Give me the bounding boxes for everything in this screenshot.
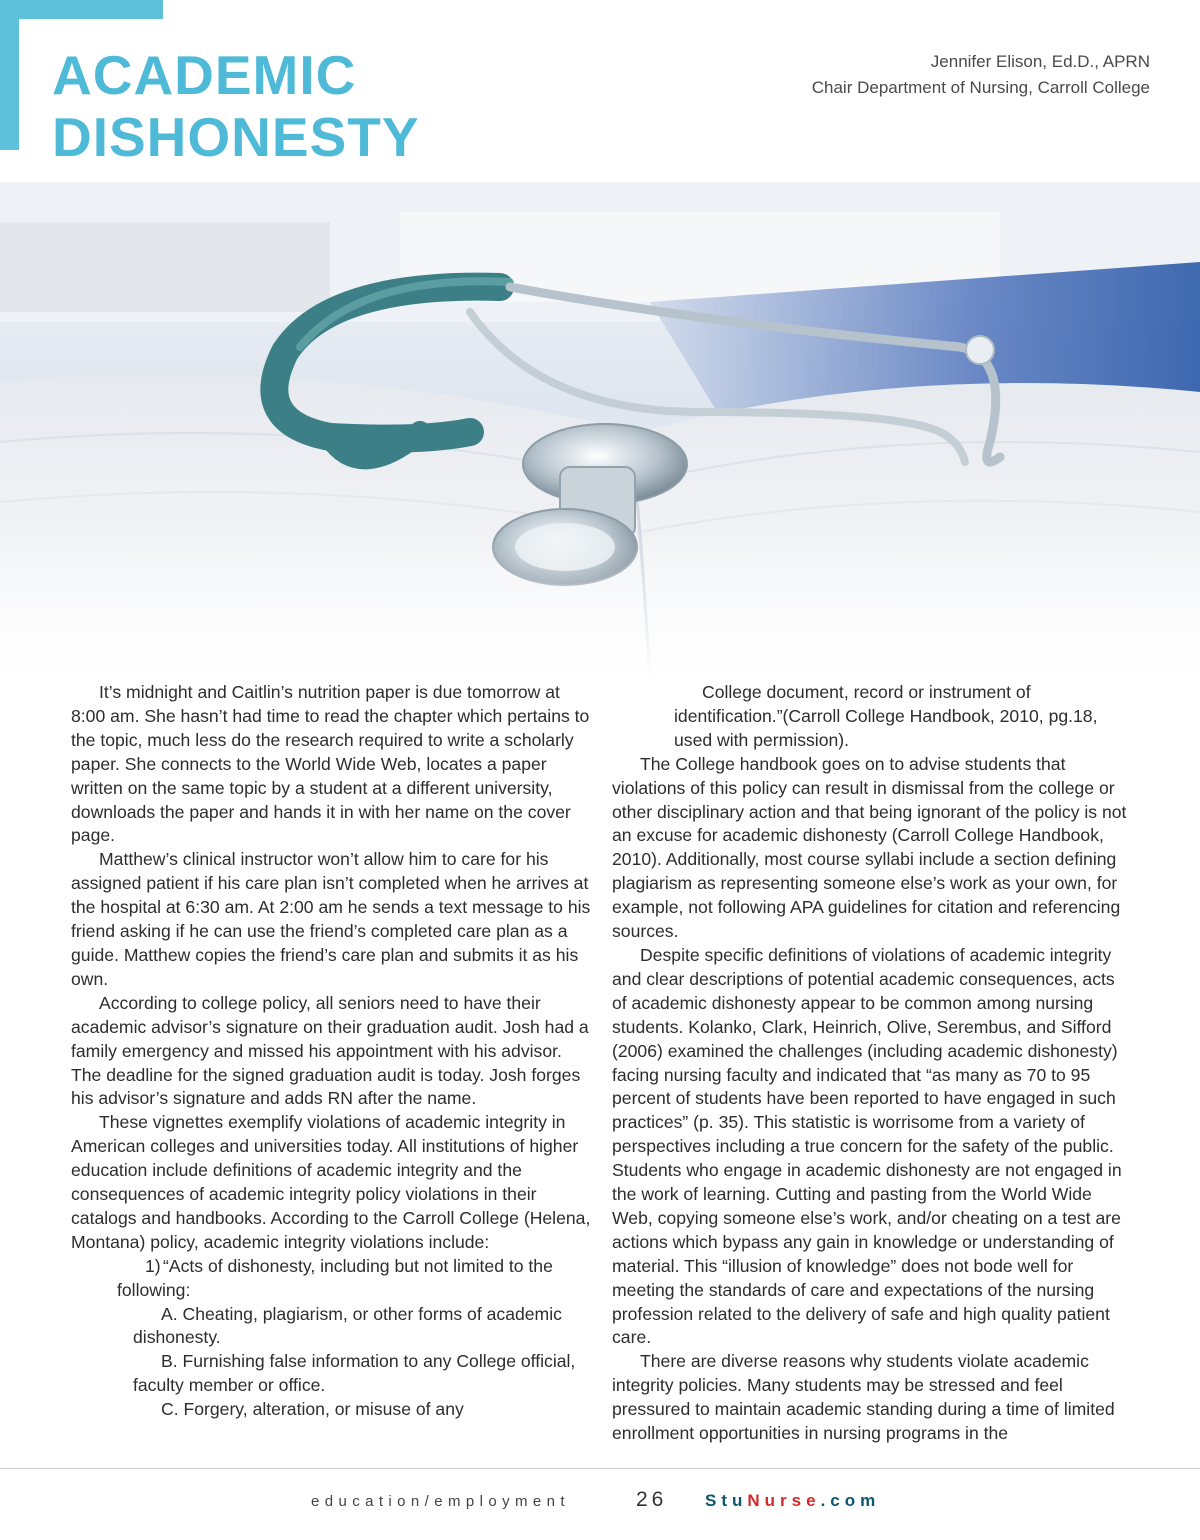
paragraph: Despite specific definitions of violations of academic integrity and clear descriptions of potential academic consequences, acts of academic dishonesty appear to be common among nursing students. Kolanko, Clark, Heinrich, Olive, Serembus, and Sifford (2006) examined the challenges (including academic dishonesty) facing nursing faculty and indicated that “as many as 70 to 95 percent of students have been reported to have engaged in such practices” (p. 35). This statistic is worrisome from a variety of perspectives including a true concern for the safety of the public. Students who engage in academic dishonesty are not engaged in the work of learning. Cutting and pasting from the World Wide Web, copying someone else’s work, and/or cheating on a test are actions which bypass any gain in knowledge or understanding of material. This “illusion of knowledge” does not bode well for meeting the standards of care and expectations of the nursing profession related to the delivery of safe and high quality patient care.	[612, 944, 1122, 1348]
list-item-continuation: College document, record or instrument of identification.”(Carroll College Handbook, 2010, pg.18, used with permission).	[674, 682, 1098, 750]
corner-bracket-left	[0, 0, 19, 150]
brand-mid: Nurse	[747, 1491, 821, 1510]
title-line-2: DISHONESTY	[52, 106, 420, 168]
list-number: 1)	[145, 1255, 161, 1276]
author-byline	[812, 49, 1150, 101]
column-right	[612, 681, 1132, 1446]
page-number: 26	[636, 1488, 668, 1511]
footer-brand-logo	[705, 1491, 880, 1511]
column-left	[71, 681, 591, 1422]
corner-bracket-top	[0, 0, 163, 19]
paragraph: These vignettes exemplify violations of academic integrity in American colleges and universities today. All institutions of higher education include definitions of academic integrity and the consequences of academic integrity policy violations in their catalogs and handbooks. According to the Carroll College (Helena, Montana) policy, academic integrity violations include:	[71, 1112, 591, 1252]
hero-image-stethoscope	[0, 182, 1200, 682]
page-footer	[0, 1488, 1200, 1518]
brand-right: .com	[820, 1491, 881, 1510]
author-name: Jennifer Elison, Ed.D., APRN	[930, 52, 1150, 71]
paragraph: Matthew’s clinical instructor won’t allow him to care for his assigned patient if his care plan isn’t completed when he arrives at the hospital at 6:30 am. At 2:00 am he sends a text message to his friend asking if he can use the friend’s completed care plan as a guide. Matthew copies the friend’s care plan and submits it as his own.	[71, 849, 591, 989]
paragraph: The College handbook goes on to advise students that violations of this policy can result in dismissal from the college or other disciplinary action and that being ignorant of the policy is not an excuse for academic dishonesty (Carroll College Handbook, 2010). Additionally, most course syllabi include a section defining plagiarism as representing someone else’s work as your own, for example, not following APA guidelines for citation and referencing sources.	[612, 753, 1127, 942]
lettered-list-item-b: B. Furnishing false information to any College official, faculty member or office.	[133, 1351, 576, 1396]
article-title	[52, 44, 420, 168]
paragraph: There are diverse reasons why students violate academic integrity policies. Many students may be stressed and feel pressured to maintain academic standing during a time of limited enrollment opportunities in nursing programs in the	[612, 1351, 1115, 1444]
author-title: Chair Department of Nursing, Carroll College	[811, 78, 1150, 97]
footer-divider	[0, 1468, 1200, 1469]
paragraph: According to college policy, all seniors need to have their academic advisor’s signature on their graduation audit. Josh had a family emergency and missed his appointment with his advisor. The deadline for the signed graduation audit is today. Josh forges his advisor’s signature and adds RN after the name.	[71, 992, 589, 1109]
brand-left: Stu	[705, 1491, 748, 1510]
footer-section: education/employment	[311, 1493, 570, 1510]
title-line-1: ACADEMIC	[52, 44, 357, 106]
paragraph: It’s midnight and Caitlin’s nutrition paper is due tomorrow at 8:00 am. She hasn’t had time to read the chapter which pertains to the topic, much less do the research required to write a scholarly paper. She connects to the World Wide Web, locates a paper written on the same topic by a student at a different university, downloads the paper and hands it in with her name on the cover page.	[71, 682, 590, 846]
lettered-list-item-c: C. Forgery, alteration, or misuse of any	[161, 1399, 464, 1420]
list-item-text: “Acts of dishonesty, including but not limited to the following:	[117, 1255, 553, 1300]
numbered-list-item	[71, 1255, 591, 1303]
lettered-list-item-a: A. Cheating, plagiarism, or other forms of academic dishonesty.	[133, 1303, 562, 1348]
